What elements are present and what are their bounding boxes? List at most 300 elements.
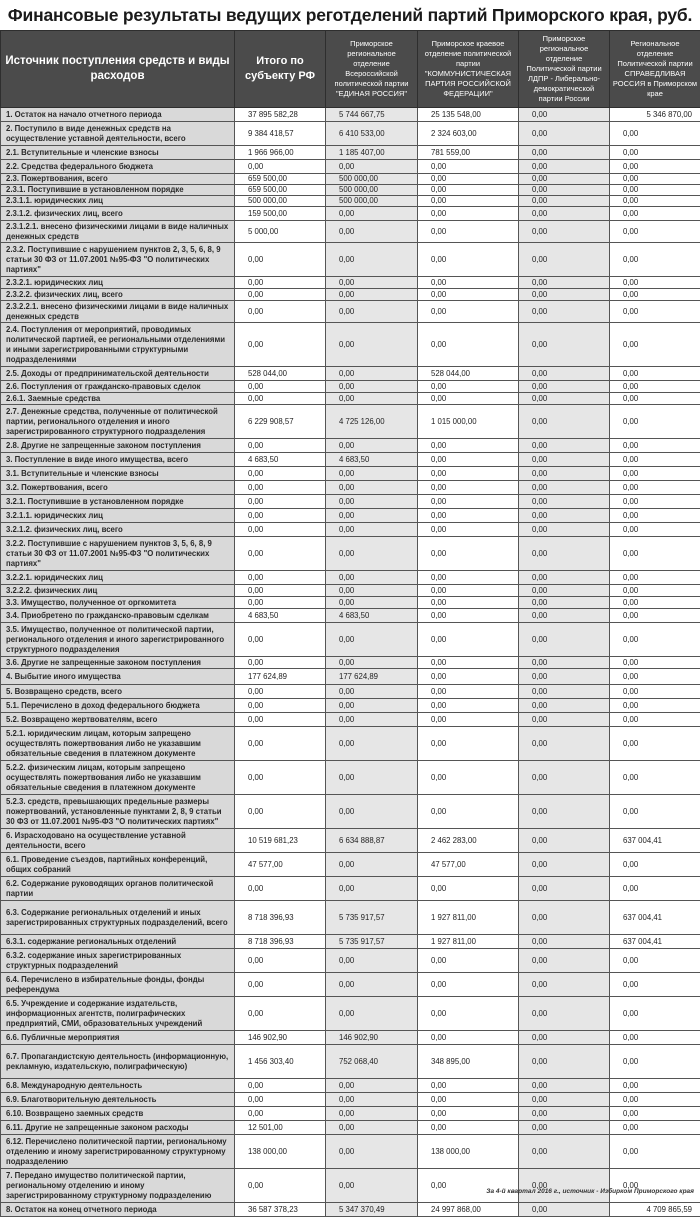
cell-ldpr: 0,00 (519, 207, 610, 221)
cell-just-russia: 0,00 (610, 685, 700, 699)
row-label: 2.3.1.1. юридических лиц (1, 196, 235, 207)
cell-ldpr: 0,00 (519, 901, 610, 935)
cell-united-russia: 0,00 (326, 685, 418, 699)
table-row (1, 685, 700, 699)
cell-united-russia: 0,00 (326, 949, 418, 973)
cell-total: 0,00 (235, 481, 326, 495)
cell-just-russia: 0,00 (610, 174, 700, 185)
cell-just-russia: 0,00 (610, 853, 700, 877)
cell-ldpr: 0,00 (519, 323, 610, 367)
cell-total: 0,00 (235, 657, 326, 669)
table-row (1, 207, 700, 221)
cell-kprf: 0,00 (418, 207, 519, 221)
cell-united-russia: 5 735 917,57 (326, 935, 418, 949)
cell-kprf: 0,00 (418, 243, 519, 277)
column-header-just-russia: Региональное отделение Политической партии СПРАВЕДЛИВАЯ РОССИЯ в Приморском крае (610, 31, 700, 108)
cell-united-russia: 4 683,50 (326, 453, 418, 467)
cell-united-russia: 0,00 (326, 1135, 418, 1169)
table-row (1, 453, 700, 467)
cell-united-russia: 4 683,50 (326, 609, 418, 623)
cell-ldpr: 0,00 (519, 453, 610, 467)
row-label: 2.5. Доходы от предпринимательской деятельности (1, 367, 235, 381)
table-row (1, 877, 700, 901)
cell-total: 0,00 (235, 495, 326, 509)
row-label: 3.2.1.2. физических лиц, всего (1, 523, 235, 537)
cell-ldpr: 0,00 (519, 1135, 610, 1169)
cell-just-russia: 0,00 (610, 453, 700, 467)
cell-ldpr: 0,00 (519, 949, 610, 973)
cell-kprf: 0,00 (418, 185, 519, 196)
cell-total: 0,00 (235, 877, 326, 901)
cell-ldpr: 0,00 (519, 160, 610, 174)
row-label: 2.2. Средства федерального бюджета (1, 160, 235, 174)
cell-ldpr: 0,00 (519, 623, 610, 657)
cell-united-russia: 0,00 (326, 439, 418, 453)
cell-united-russia: 146 902,90 (326, 1031, 418, 1045)
table-row (1, 1045, 700, 1079)
cell-just-russia: 0,00 (610, 277, 700, 289)
cell-ldpr: 0,00 (519, 685, 610, 699)
cell-kprf: 0,00 (418, 467, 519, 481)
table-row (1, 597, 700, 609)
cell-just-russia: 0,00 (610, 585, 700, 597)
row-label: 3.2.1.1. юридических лиц (1, 509, 235, 523)
cell-ldpr: 0,00 (519, 243, 610, 277)
cell-total: 0,00 (235, 289, 326, 301)
cell-ldpr: 0,00 (519, 669, 610, 685)
cell-just-russia: 0,00 (610, 439, 700, 453)
cell-kprf: 25 135 548,00 (418, 108, 519, 122)
row-label: 6.3.1. содержание региональных отделений (1, 935, 235, 949)
row-label: 2.6.1. Заемные средства (1, 393, 235, 405)
cell-just-russia: 0,00 (610, 122, 700, 146)
column-header-kprf: Приморское краевое отделение политической партии "КОММУНИСТИЧЕСКАЯ ПАРТИЯ РОССИЙСКОЙ ФЕДЕРАЦИИ" (418, 31, 519, 108)
row-label: 6.5. Учреждение и содержание издательств, информационных агентств, полиграфических предприятий, СМИ, образовательных учреждений (1, 997, 235, 1031)
row-label: 3.3. Имущество, полученное от оргкомитета (1, 597, 235, 609)
cell-just-russia: 0,00 (610, 495, 700, 509)
cell-total: 0,00 (235, 1107, 326, 1121)
table-row (1, 1107, 700, 1121)
cell-kprf: 528 044,00 (418, 367, 519, 381)
table-row (1, 221, 700, 243)
cell-total: 1 456 303,40 (235, 1045, 326, 1079)
cell-just-russia: 0,00 (610, 1135, 700, 1169)
row-label: 5.1. Перечислено в доход федерального бюджета (1, 699, 235, 713)
cell-united-russia: 0,00 (326, 381, 418, 393)
cell-ldpr: 0,00 (519, 713, 610, 727)
cell-kprf: 0,00 (418, 174, 519, 185)
row-label: 3. Поступление в виде иного имущества, всего (1, 453, 235, 467)
table-row (1, 146, 700, 160)
cell-united-russia: 5 347 370,49 (326, 1203, 418, 1217)
cell-ldpr: 0,00 (519, 537, 610, 571)
cell-united-russia: 0,00 (326, 713, 418, 727)
row-label: 3.2.2.2. физических лиц (1, 585, 235, 597)
source-footnote: За 4-й квартал 2016 г., источник - Избирком Приморского края (486, 1188, 694, 1195)
cell-just-russia: 0,00 (610, 185, 700, 196)
row-label: 2.7. Денежные средства, полученные от политической партии, регионального отделения и иного зарегистрированного структурного подразделения (1, 405, 235, 439)
cell-total: 0,00 (235, 727, 326, 761)
cell-total: 0,00 (235, 997, 326, 1031)
cell-united-russia: 0,00 (326, 1093, 418, 1107)
cell-ldpr: 0,00 (519, 174, 610, 185)
cell-kprf: 0,00 (418, 657, 519, 669)
cell-total: 0,00 (235, 467, 326, 481)
cell-total: 0,00 (235, 1169, 326, 1203)
cell-ldpr: 0,00 (519, 1169, 610, 1203)
cell-united-russia: 0,00 (326, 1169, 418, 1203)
cell-united-russia: 0,00 (326, 657, 418, 669)
cell-ldpr: 0,00 (519, 495, 610, 509)
table-row (1, 160, 700, 174)
cell-total: 659 500,00 (235, 185, 326, 196)
cell-total: 4 683,50 (235, 609, 326, 623)
cell-kprf: 0,00 (418, 585, 519, 597)
table-row (1, 393, 700, 405)
cell-total: 10 519 681,23 (235, 829, 326, 853)
row-label: 5.2.1. юридическим лицам, которым запрещено осуществлять пожертвования либо не указавшим обязательные сведения в платежном документе (1, 727, 235, 761)
cell-ldpr: 0,00 (519, 439, 610, 453)
cell-united-russia: 0,00 (326, 323, 418, 367)
table-body (1, 108, 700, 1217)
cell-just-russia: 0,00 (610, 761, 700, 795)
cell-kprf: 0,00 (418, 997, 519, 1031)
cell-united-russia: 0,00 (326, 221, 418, 243)
cell-total: 8 718 396,93 (235, 901, 326, 935)
cell-ldpr: 0,00 (519, 1079, 610, 1093)
cell-just-russia: 0,00 (610, 323, 700, 367)
cell-united-russia: 0,00 (326, 301, 418, 323)
cell-united-russia: 0,00 (326, 277, 418, 289)
table-row (1, 761, 700, 795)
cell-kprf: 1 927 811,00 (418, 935, 519, 949)
cell-kprf: 138 000,00 (418, 1135, 519, 1169)
cell-total: 0,00 (235, 243, 326, 277)
cell-just-russia: 0,00 (610, 1093, 700, 1107)
cell-total: 138 000,00 (235, 1135, 326, 1169)
cell-total: 0,00 (235, 685, 326, 699)
table-row (1, 405, 700, 439)
cell-just-russia: 0,00 (610, 949, 700, 973)
cell-kprf: 0,00 (418, 537, 519, 571)
cell-just-russia: 0,00 (610, 973, 700, 997)
table-row (1, 571, 700, 585)
cell-total: 0,00 (235, 439, 326, 453)
table-row (1, 523, 700, 537)
table-row (1, 481, 700, 495)
cell-kprf: 0,00 (418, 323, 519, 367)
cell-ldpr: 0,00 (519, 509, 610, 523)
cell-just-russia: 0,00 (610, 146, 700, 160)
cell-united-russia: 500 000,00 (326, 196, 418, 207)
cell-total: 500 000,00 (235, 196, 326, 207)
table-row (1, 795, 700, 829)
cell-kprf: 0,00 (418, 973, 519, 997)
cell-ldpr: 0,00 (519, 829, 610, 853)
cell-total: 8 718 396,93 (235, 935, 326, 949)
row-label: 6.3.2. содержание иных зарегистрированных структурных подразделений (1, 949, 235, 973)
page-title: Финансовые результаты ведущих реготделений партий Приморского края, руб. (0, 0, 700, 30)
cell-ldpr: 0,00 (519, 277, 610, 289)
cell-united-russia: 0,00 (326, 537, 418, 571)
row-label: 2.3.1.2. физических лиц, всего (1, 207, 235, 221)
cell-total: 0,00 (235, 713, 326, 727)
cell-united-russia: 500 000,00 (326, 174, 418, 185)
table-row (1, 973, 700, 997)
cell-total: 0,00 (235, 323, 326, 367)
cell-just-russia: 0,00 (610, 160, 700, 174)
cell-ldpr: 0,00 (519, 196, 610, 207)
table-row (1, 623, 700, 657)
row-label: 5.2.3. средств, превышающих предельные размеры пожертвований, установленные пунктами 2, 8, 9 статьи 30 ФЗ от 11.07.2001 №95-ФЗ "О политических партиях" (1, 795, 235, 829)
cell-total: 0,00 (235, 381, 326, 393)
cell-kprf: 24 997 868,00 (418, 1203, 519, 1217)
cell-kprf: 0,00 (418, 1093, 519, 1107)
row-label: 3.5. Имущество, полученное от политической партии, регионального отделения и иного зарегистрированного структурного подразделения (1, 623, 235, 657)
cell-united-russia: 5 735 917,57 (326, 901, 418, 935)
cell-ldpr: 0,00 (519, 405, 610, 439)
cell-united-russia: 0,00 (326, 243, 418, 277)
cell-just-russia: 0,00 (610, 381, 700, 393)
cell-kprf: 1 927 811,00 (418, 901, 519, 935)
cell-united-russia: 0,00 (326, 623, 418, 657)
table-row (1, 669, 700, 685)
table-row (1, 277, 700, 289)
row-label: 2.3.1.2.1. внесено физическими лицами в виде наличных денежных средств (1, 221, 235, 243)
row-label: 2.3.2. Поступившие с нарушением пунктов 2, 3, 5, 6, 8, 9 статьи 30 ФЗ от 11.07.2001 №95-ФЗ "О политических партиях" (1, 243, 235, 277)
cell-united-russia: 500 000,00 (326, 185, 418, 196)
cell-kprf: 0,00 (418, 289, 519, 301)
table-row (1, 174, 700, 185)
table-row (1, 829, 700, 853)
table-header-row (1, 31, 700, 108)
table-row (1, 509, 700, 523)
cell-ldpr: 0,00 (519, 609, 610, 623)
cell-united-russia: 0,00 (326, 289, 418, 301)
cell-kprf: 47 577,00 (418, 853, 519, 877)
cell-kprf: 0,00 (418, 877, 519, 901)
column-header-total: Итого по субъекту РФ (235, 31, 326, 108)
cell-ldpr: 0,00 (519, 523, 610, 537)
row-label: 3.2.2. Поступившие с нарушением пунктов 3, 5, 6, 8, 9 статьи 30 ФЗ от 11.07.2001 №95-ФЗ "О политических партиях" (1, 537, 235, 571)
table-row (1, 367, 700, 381)
row-label: 6.4. Перечислено в избирательные фонды, фонды референдума (1, 973, 235, 997)
cell-united-russia: 4 725 126,00 (326, 405, 418, 439)
cell-united-russia: 0,00 (326, 367, 418, 381)
cell-united-russia: 0,00 (326, 585, 418, 597)
row-label: 6. Израсходовано на осуществление уставной деятельности, всего (1, 829, 235, 853)
table-row (1, 853, 700, 877)
cell-total: 47 577,00 (235, 853, 326, 877)
cell-united-russia: 0,00 (326, 393, 418, 405)
cell-total: 0,00 (235, 761, 326, 795)
cell-total: 0,00 (235, 509, 326, 523)
cell-ldpr: 0,00 (519, 761, 610, 795)
column-header-ldpr: Приморское региональное отделение Политической партии ЛДПР - Либерально-демократической партии России (519, 31, 610, 108)
cell-ldpr: 0,00 (519, 585, 610, 597)
cell-united-russia: 0,00 (326, 1107, 418, 1121)
cell-ldpr: 0,00 (519, 467, 610, 481)
row-label: 4. Выбытие иного имущества (1, 669, 235, 685)
cell-ldpr: 0,00 (519, 571, 610, 585)
row-label: 6.6. Публичные мероприятия (1, 1031, 235, 1045)
cell-ldpr: 0,00 (519, 221, 610, 243)
row-label: 3.1. Вступительные и членские взносы (1, 467, 235, 481)
cell-ldpr: 0,00 (519, 393, 610, 405)
cell-ldpr: 0,00 (519, 146, 610, 160)
cell-just-russia: 0,00 (610, 727, 700, 761)
table-row (1, 727, 700, 761)
cell-total: 36 587 378,23 (235, 1203, 326, 1217)
row-label: 2.1. Вступительные и членские взносы (1, 146, 235, 160)
cell-ldpr: 0,00 (519, 122, 610, 146)
cell-ldpr: 0,00 (519, 301, 610, 323)
cell-united-russia: 0,00 (326, 761, 418, 795)
cell-total: 37 895 582,28 (235, 108, 326, 122)
cell-kprf: 2 462 283,00 (418, 829, 519, 853)
cell-total: 659 500,00 (235, 174, 326, 185)
cell-ldpr: 0,00 (519, 1203, 610, 1217)
financial-results-table (0, 30, 700, 1217)
table-row (1, 1135, 700, 1169)
cell-just-russia: 0,00 (610, 1031, 700, 1045)
cell-just-russia: 0,00 (610, 1107, 700, 1121)
cell-total: 0,00 (235, 795, 326, 829)
cell-kprf: 0,00 (418, 301, 519, 323)
table-row (1, 1169, 700, 1203)
cell-kprf: 0,00 (418, 571, 519, 585)
cell-just-russia: 0,00 (610, 207, 700, 221)
column-header-united-russia: Приморское региональное отделение Всероссийской политической партии "ЕДИНАЯ РОССИЯ" (326, 31, 418, 108)
row-label: 2.3.2.2. физических лиц, всего (1, 289, 235, 301)
cell-united-russia: 752 068,40 (326, 1045, 418, 1079)
table-row (1, 185, 700, 196)
cell-ldpr: 0,00 (519, 381, 610, 393)
cell-ldpr: 0,00 (519, 108, 610, 122)
cell-total: 5 000,00 (235, 221, 326, 243)
cell-just-russia: 0,00 (610, 571, 700, 585)
row-label: 6.11. Другие не запрещенные законом расходы (1, 1121, 235, 1135)
cell-kprf: 0,00 (418, 949, 519, 973)
table-row (1, 935, 700, 949)
cell-kprf: 348 895,00 (418, 1045, 519, 1079)
row-label: 6.10. Возвращено заемных средств (1, 1107, 235, 1121)
cell-ldpr: 0,00 (519, 597, 610, 609)
cell-total: 0,00 (235, 949, 326, 973)
cell-just-russia: 0,00 (610, 196, 700, 207)
cell-just-russia: 0,00 (610, 523, 700, 537)
cell-united-russia: 0,00 (326, 509, 418, 523)
cell-total: 12 501,00 (235, 1121, 326, 1135)
row-label: 6.2. Содержание руководящих органов политической партии (1, 877, 235, 901)
column-header-source: Источник поступления средств и виды расходов (1, 31, 235, 108)
cell-kprf: 0,00 (418, 713, 519, 727)
cell-just-russia: 0,00 (610, 795, 700, 829)
cell-just-russia: 0,00 (610, 1079, 700, 1093)
row-label: 1. Остаток на начало отчетного периода (1, 108, 235, 122)
cell-ldpr: 0,00 (519, 853, 610, 877)
table-row (1, 196, 700, 207)
row-label: 6.7. Пропагандистскую деятельность (информационную, рекламную, издательскую, полиграфическую) (1, 1045, 235, 1079)
row-label: 6.3. Содержание региональных отделений и иных зарегистрированных структурных подразделений, всего (1, 901, 235, 935)
cell-united-russia: 0,00 (326, 1079, 418, 1093)
cell-ldpr: 0,00 (519, 185, 610, 196)
cell-ldpr: 0,00 (519, 367, 610, 381)
cell-ldpr: 0,00 (519, 727, 610, 761)
cell-total: 0,00 (235, 973, 326, 997)
cell-ldpr: 0,00 (519, 877, 610, 901)
row-label: 3.6. Другие не запрещенные законом поступления (1, 657, 235, 669)
cell-total: 0,00 (235, 699, 326, 713)
row-label: 5.2. Возвращено жертвователям, всего (1, 713, 235, 727)
cell-ldpr: 0,00 (519, 657, 610, 669)
cell-just-russia: 0,00 (610, 1045, 700, 1079)
cell-ldpr: 0,00 (519, 289, 610, 301)
cell-total: 0,00 (235, 1079, 326, 1093)
cell-kprf: 0,00 (418, 221, 519, 243)
row-label: 2.3.2.2.1. внесено физическими лицами в виде наличных денежных средств (1, 301, 235, 323)
cell-kprf: 0,00 (418, 196, 519, 207)
cell-kprf: 0,00 (418, 609, 519, 623)
row-label: 6.9. Благотворительную деятельность (1, 1093, 235, 1107)
cell-ldpr: 0,00 (519, 1031, 610, 1045)
cell-total: 9 384 418,57 (235, 122, 326, 146)
table-row (1, 1203, 700, 1217)
cell-total: 159 500,00 (235, 207, 326, 221)
cell-kprf: 0,00 (418, 453, 519, 467)
cell-total: 0,00 (235, 393, 326, 405)
table-row (1, 323, 700, 367)
cell-united-russia: 0,00 (326, 727, 418, 761)
cell-kprf: 2 324 603,00 (418, 122, 519, 146)
cell-united-russia: 0,00 (326, 997, 418, 1031)
row-label: 3.2.2.1. юридических лиц (1, 571, 235, 585)
cell-kprf: 0,00 (418, 1169, 519, 1203)
row-label: 5.2.2. физическим лицам, которым запрещено осуществлять пожертвования либо не указавшим обязательные сведения в платежном документе (1, 761, 235, 795)
cell-just-russia: 0,00 (610, 481, 700, 495)
cell-united-russia: 1 185 407,00 (326, 146, 418, 160)
table-row (1, 1031, 700, 1045)
cell-kprf: 0,00 (418, 1107, 519, 1121)
cell-united-russia: 0,00 (326, 597, 418, 609)
cell-ldpr: 0,00 (519, 973, 610, 997)
table-row (1, 495, 700, 509)
cell-total: 4 683,50 (235, 453, 326, 467)
table-row (1, 439, 700, 453)
cell-united-russia: 0,00 (326, 467, 418, 481)
cell-united-russia: 0,00 (326, 523, 418, 537)
table-row (1, 585, 700, 597)
row-label: 3.2.1. Поступившие в установленном порядке (1, 495, 235, 509)
cell-kprf: 0,00 (418, 495, 519, 509)
cell-united-russia: 0,00 (326, 877, 418, 901)
row-label: 8. Остаток на конец отчетного периода (1, 1203, 235, 1217)
cell-just-russia: 0,00 (610, 623, 700, 657)
cell-just-russia: 0,00 (610, 467, 700, 481)
cell-just-russia: 4 709 865,59 (610, 1203, 700, 1217)
row-label: 2.4. Поступления от мероприятий, проводимых политической партией, ее региональными отделениями и иными зарегистрированными структурными подразделениями (1, 323, 235, 367)
cell-kprf: 1 015 000,00 (418, 405, 519, 439)
cell-united-russia: 0,00 (326, 853, 418, 877)
cell-ldpr: 0,00 (519, 1107, 610, 1121)
cell-total: 528 044,00 (235, 367, 326, 381)
cell-total: 0,00 (235, 537, 326, 571)
cell-total: 177 624,89 (235, 669, 326, 685)
cell-just-russia: 0,00 (610, 699, 700, 713)
table-row (1, 713, 700, 727)
row-label: 2.3.2.1. юридических лиц (1, 277, 235, 289)
cell-united-russia: 0,00 (326, 571, 418, 585)
